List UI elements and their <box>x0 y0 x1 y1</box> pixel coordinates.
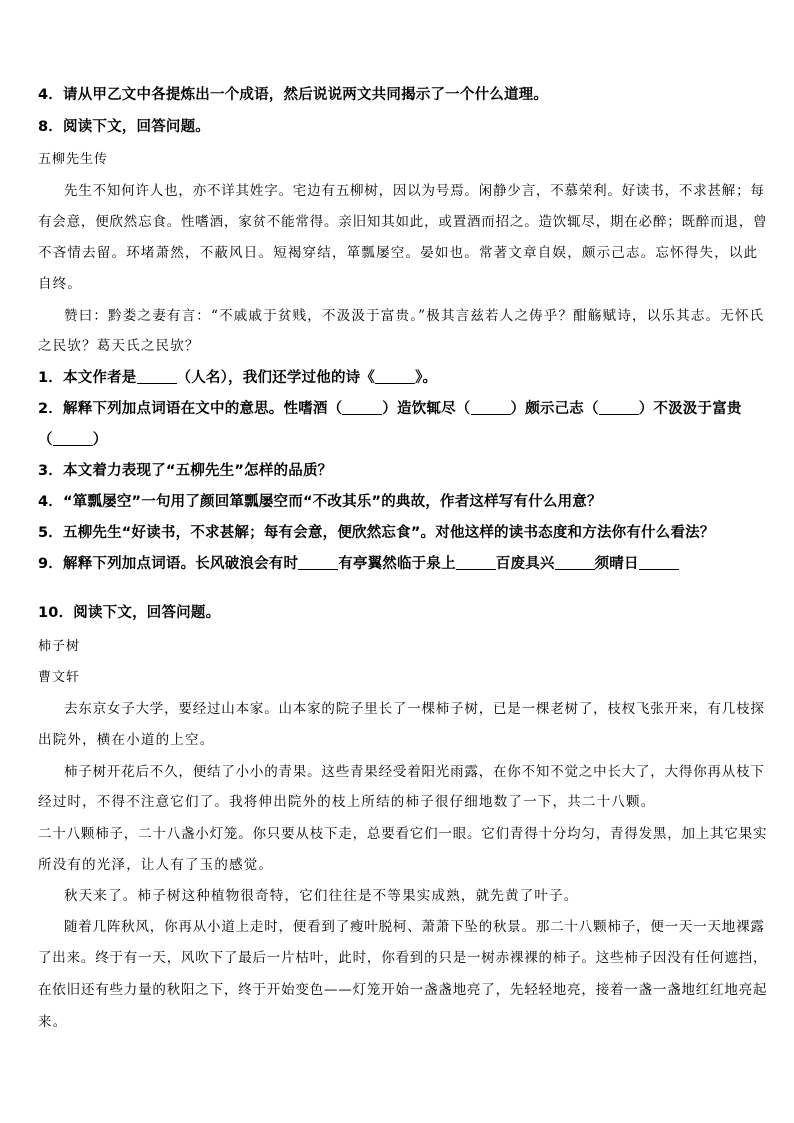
passage-2-line: 随着几阵秋风，你再从小道上走时，便看到了瘦叶脱柯、萧萧下坠的秋景。那二十八颗柿子，便一天一天地裸露 <box>64 919 765 935</box>
question-9-text: 9．解释下列加点词语。长风破浪会有时 <box>38 556 299 572</box>
question-9-text: 百废具兴 <box>495 556 555 572</box>
question-8-heading: 8．阅读下文，回答问题。 <box>38 119 210 135</box>
passage-1-line: 赞曰：黔娄之妻有言：“不戚戚于贫贱，不汲汲于富贵。”极其言兹若人之俦乎？酣觞赋诗，以乐其志。无怀氏 <box>64 308 765 324</box>
passage-2-line: 经过时，不得不注意它们了。我将伸出院外的枝上所结的柿子很仔细地数了一下，共二十八颗。 <box>38 794 656 810</box>
sub-question-1-text: （人名），我们还学过他的诗《 <box>176 370 376 386</box>
answer-blank[interactable] <box>298 555 338 570</box>
passage-2-line: 了出来。终于有一天，风吹下了最后一片枯叶，此时，你看到的只是一树赤裸裸的柿子。这些柿子因没有任何遮挡， <box>38 950 768 966</box>
question-9-text: 须晴日 <box>594 556 639 572</box>
sub-question-1-text: 》。 <box>415 370 438 386</box>
question-9 <box>38 552 679 573</box>
sub-question-4: 4．“箪瓢屡空”一句用了颜回箪瓢屡空而“不改其乐”的典故，作者这样写有什么用意？ <box>38 494 602 510</box>
sub-question-2-text: （ <box>38 432 53 448</box>
passage-2-line: 二十八颗柿子，二十八盏小灯笼。你只要从枝下走，总要看它们一眼。它们青得十分均匀，青得发黑，加上其它果实 <box>38 826 768 842</box>
sub-question-2-text: ）颇示己志（ <box>510 401 599 417</box>
sub-question-2-text: ） <box>92 432 108 448</box>
sub-question-1 <box>38 366 437 387</box>
answer-blank[interactable] <box>456 555 496 570</box>
sub-question-2-continued <box>38 428 107 449</box>
passage-1-line: 有会意，便欣然忘食。性嗜酒，家贫不能常得。亲旧知其如此，或置酒而招之。造饮辄尽，期在必醉；既醉而退，曾 <box>38 214 768 230</box>
sub-question-3: 3．本文着力表现了“五柳先生”怎样的品质？ <box>38 463 333 479</box>
question-4: 4．请从甲乙文中各提炼出一个成语，然后说说两文共同揭示了一个什么道理。 <box>38 87 549 103</box>
passage-2-line: 在依旧还有些力量的秋阳之下，终于开始变色——灯笼开始一盏盏地亮了，先轻轻地亮，接着一盏一盏地红红地亮起 <box>38 982 768 998</box>
sub-question-2-text: ）不汲汲于富贵 <box>638 401 742 417</box>
sub-question-5: 5．五柳先生“好读书，不求甚解；每有会意，便欣然忘食”。对他这样的读书态度和方法你有什么看法？ <box>38 525 715 541</box>
question-9-text: 有亭翼然临于泉上 <box>338 556 456 572</box>
answer-blank[interactable] <box>599 400 639 415</box>
passage-1-line: 自终。 <box>38 276 83 292</box>
answer-blank[interactable] <box>471 400 511 415</box>
passage-2-line: 来。 <box>38 1014 68 1030</box>
answer-blank[interactable] <box>53 431 93 446</box>
answer-blank[interactable] <box>639 555 679 570</box>
answer-blank[interactable] <box>342 400 382 415</box>
passage-2-author: 曹文轩 <box>38 670 81 685</box>
sub-question-1-text: 1．本文作者是 <box>38 370 137 386</box>
answer-blank[interactable] <box>375 369 415 384</box>
sub-question-2 <box>38 397 742 418</box>
passage-2-line: 秋天来了。柿子树这种植物很奇特，它们往往是不等果实成熟，就先黄了叶子。 <box>64 888 579 904</box>
sub-question-2-text: 2．解释下列加点词语在文中的意思。性嗜酒（ <box>38 401 343 417</box>
answer-blank[interactable] <box>555 555 595 570</box>
passage-1-line: 之民欤？葛天氏之民欤？ <box>38 338 200 354</box>
passage-2-line: 所没有的光泽，让人有了玉的感觉。 <box>38 857 274 873</box>
passage-2-line: 去东京女子大学，要经过山本家。山本家的院子里长了一棵柿子树，已是一棵老树了，枝杈飞张开来，有几枝探 <box>64 701 765 717</box>
passage-1-line: 先生不知何许人也，亦不详其姓字。宅边有五柳树，因以为号焉。闲静少言，不慕荣利。好读书，不求甚解；每 <box>64 183 765 199</box>
passage-2-line: 柿子树开花后不久，便结了小小的青果。这些青果经受着阳光雨露，在你不知不觉之中长大了，大得你再从枝下 <box>64 764 765 780</box>
sub-question-2-text: ）造饮辄尽（ <box>382 401 471 417</box>
passage-2-line: 出院外，横在小道的上空。 <box>38 732 215 748</box>
passage-2-title: 柿子树 <box>38 639 81 654</box>
question-10-heading: 10．阅读下文，回答问题。 <box>38 605 221 621</box>
answer-blank[interactable] <box>137 369 177 384</box>
passage-1-line: 不吝情去留。环堵萧然，不蔽风日。短褐穿结，箪瓢屡空。晏如也。常著文章自娱，颇示己志。忘怀得失，以此 <box>38 245 759 261</box>
passage-1-title: 五柳先生传 <box>38 152 109 167</box>
